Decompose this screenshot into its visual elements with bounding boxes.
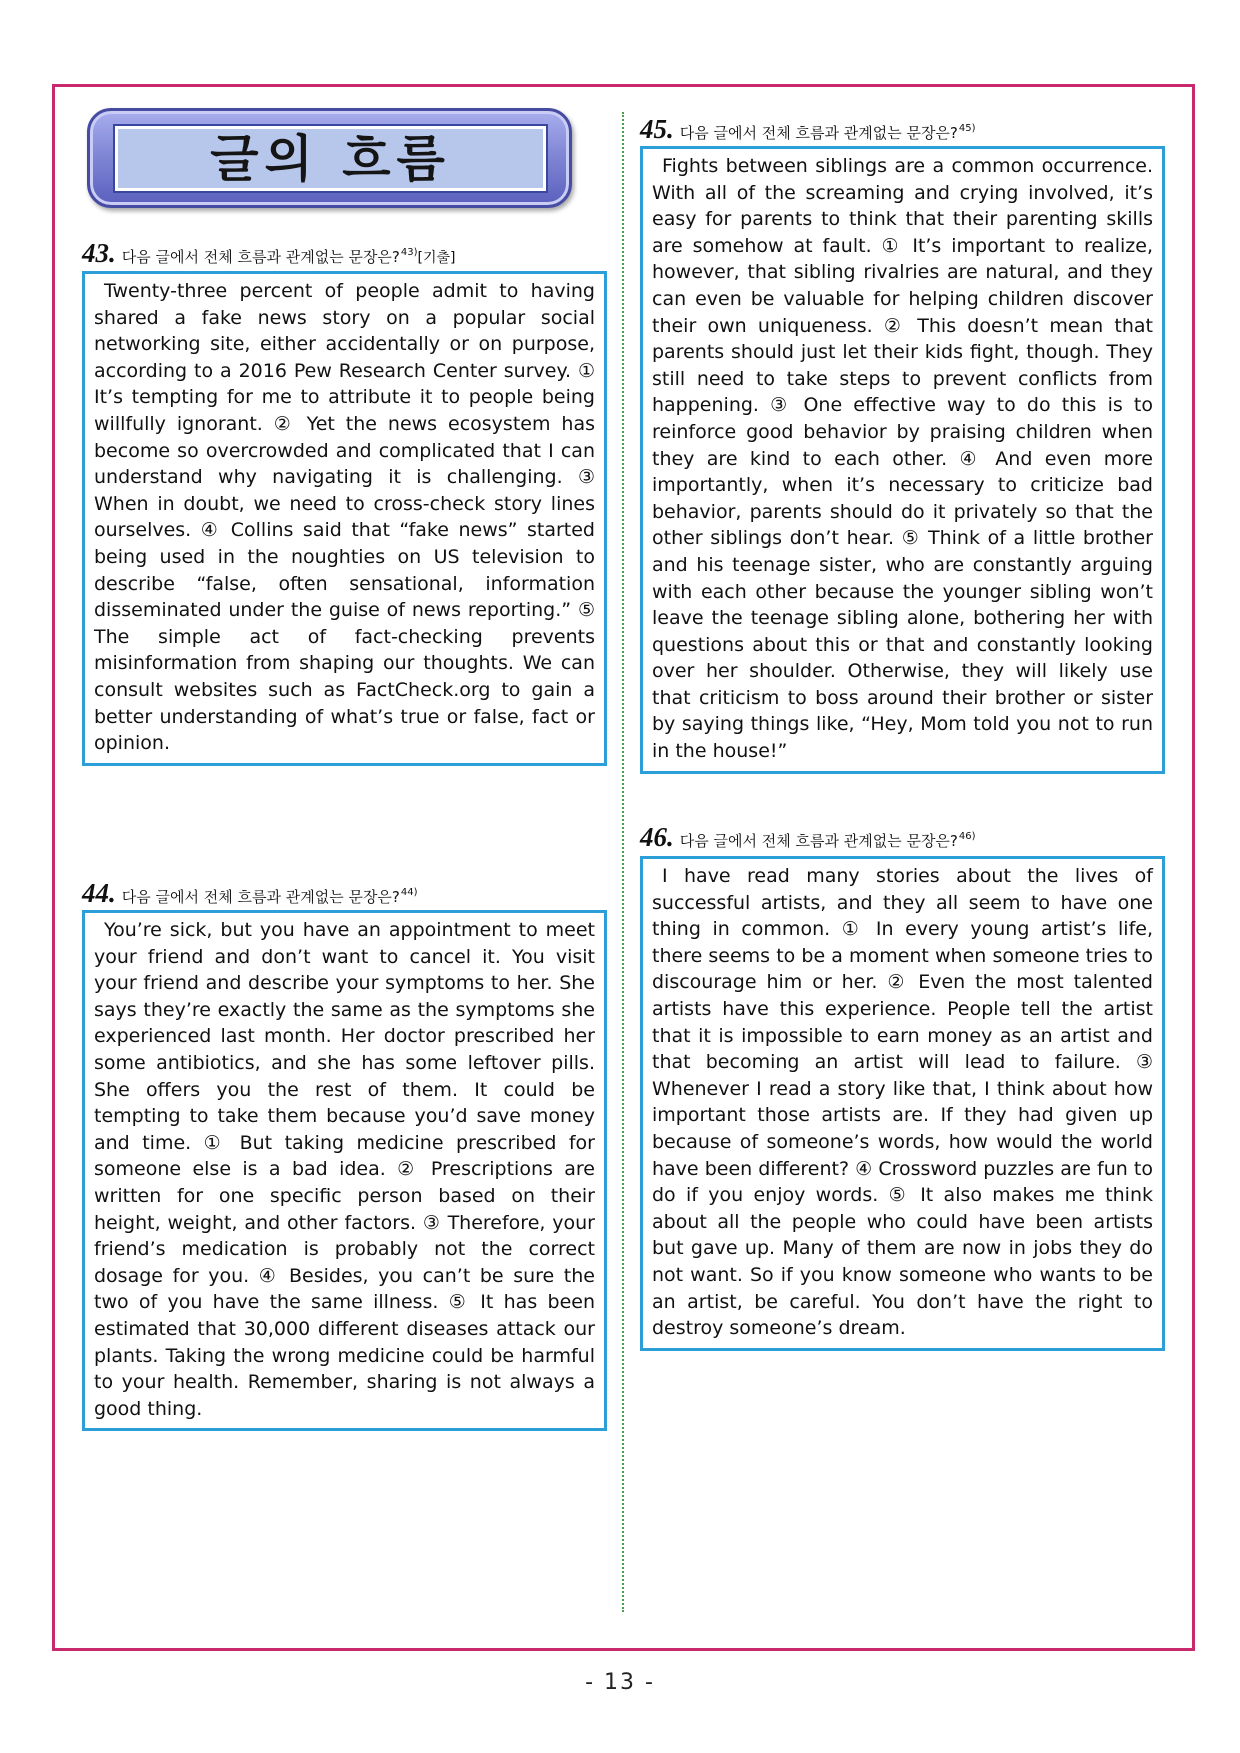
question-prompt: 다음 글에서 전체 흐름과 관계없는 문장은?: [121, 888, 400, 906]
question-46-passage-box: [640, 856, 1165, 1351]
question-44-passage: You’re sick, but you have an appointment to meet your friend and don’t want to cancel it. You visit your friend and describe your symptoms to her. She says they’re exactly the same as the symptoms she experienced last month. Her doctor prescribed her some antibiotics, and she has some leftover pills. She offers you the rest of them. It could be tempting to take them because you’d save money and time. ① But taking medicine prescribed for someone else is a bad idea. ② Prescriptions are written for one specific person based on their height, weight, and other factors. ③ Therefore, your friend’s medication is probably not the correct dosage for you. ④ Besides, you can’t be sure the two of you have the same illness. ⑤ It has been estimated that 30,000 different diseases attack our plants. Taking the wrong medicine could be harmful to your health. Remember, sharing is not always a good thing.: [94, 919, 595, 1420]
question-prompt: 다음 글에서 전체 흐름과 관계없는 문장은?: [121, 248, 400, 266]
footnote-marker: 44): [400, 887, 418, 898]
question-number: 45.: [640, 114, 674, 144]
question-45-heading: [640, 114, 976, 144]
question-44-passage-box: [82, 910, 607, 1431]
footnote-marker: 46): [958, 831, 976, 842]
question-46-passage: I have read many stories about the lives of successful artists, and they all seem to have one thing in common. ① In every young artist’s life, there seems to be a moment when someone tries to discourage him or her. ② Even the most talented artists have this experience. People tell the artist that it is impossible to earn money as an artist and that becoming an artist will lead to failure. ③ Whenever I read a story like that, I think about how important those artists are. If they had given up because of someone’s words, how would the world have been different? ④ Crossword puzzles are fun to do if you enjoy words. ⑤ It also makes me think about all the people who could have been artists but gave up. Many of them are now in jobs they do not want. So if you know someone who wants to be an artist, be careful. You don’t have the right to destroy someone’s dream.: [652, 865, 1153, 1340]
footnote-marker: 43): [400, 247, 418, 258]
question-43-passage-box: [82, 271, 607, 766]
section-title-panel: [115, 126, 546, 191]
question-number: 43.: [82, 238, 116, 268]
footnote-marker: 45): [958, 123, 976, 134]
section-title: 글의 흐름: [210, 129, 451, 188]
source-tag: [기출]: [417, 250, 456, 266]
column-divider: [622, 112, 624, 1612]
question-45-passage-box: [640, 146, 1165, 774]
question-45-passage: Fights between siblings are a common occurrence. With all of the screaming and crying involved, it’s easy for parents to think that their parenting skills are somehow at fault. ① It’s important to realize, however, that sibling rivalries are natural, and they can even be valuable for helping children discover their own uniqueness. ② This doesn’t mean that parents should just let their kids fight, though. They still need to take steps to prevent conflicts from happening. ③ One effective way to do this is to reinforce good behavior by praising children when they are kind to each other. ④ And even more importantly, when it’s necessary to criticize bad behavior, parents should do it privately so that the other siblings don’t hear. ⑤ Think of a little brother and his teenage sister, who are constantly arguing with each other because the younger sibling won’t leave the teenage sibling alone, bothering her with questions about this or that and constantly looking over her shoulder. Otherwise, they will likely use that criticism to boss around their brother or sister by saying things like, “Hey, Mom told you not to run in the house!”: [652, 155, 1153, 763]
section-title-banner: [87, 108, 572, 208]
question-43-passage: Twenty-three percent of people admit to having shared a fake news story on a popular social networking site, either accidentally or on purpose, according to a 2016 Pew Research Center survey. ① It’s tempting for me to attribute it to people being willfully ignorant. ② Yet the news ecosystem has become so overcrowded and complicated that I can understand why navigating it is challenging. ③ When in doubt, we need to cross-check story lines ourselves. ④ Collins said that “fake news” started being used in the noughties on US television to describe “false, often sensational, information disseminated under the guise of news reporting.” ⑤ The simple act of fact-checking prevents misinformation from shaping our thoughts. We can consult websites such as FactCheck.org to gain a better understanding of what’s true or false, fact or opinion.: [94, 280, 595, 755]
question-prompt: 다음 글에서 전체 흐름과 관계없는 문장은?: [679, 124, 958, 142]
question-number: 46.: [640, 822, 674, 852]
question-46-heading: [640, 822, 976, 852]
question-number: 44.: [82, 878, 116, 908]
question-prompt: 다음 글에서 전체 흐름과 관계없는 문장은?: [679, 832, 958, 850]
page-number: - 13 -: [585, 1670, 655, 1695]
question-43-heading: [82, 238, 456, 268]
question-44-heading: [82, 878, 418, 908]
